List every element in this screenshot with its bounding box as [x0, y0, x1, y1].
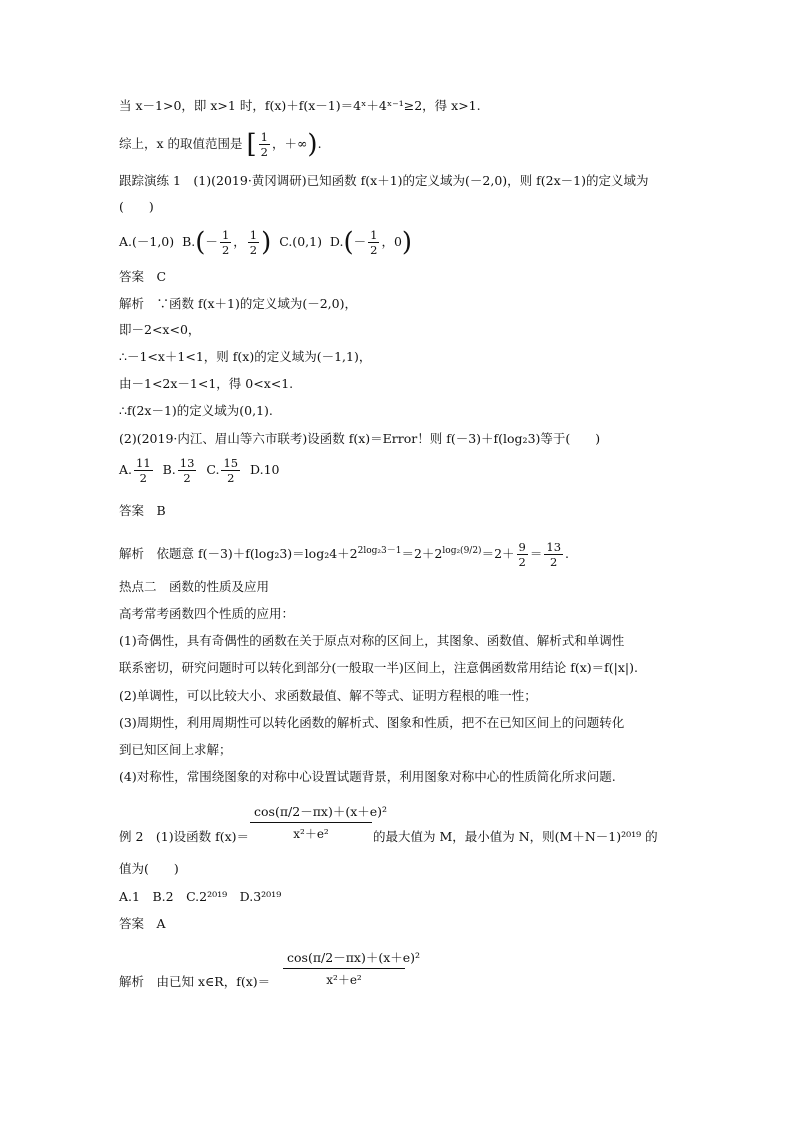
solution-3-fraction: $\frac{\text{cos(π/2－πx)＋(x＋e)²}}{\text{x²＋e²}}$	[283, 948, 405, 988]
answer-3: 答案 A	[119, 916, 166, 931]
options-line-2: A. $\frac{11}{2}$ B. $\frac{13}{2}$ C. $\frac{15}{2}$ D.10	[119, 456, 280, 485]
bracket-left: [	[246, 129, 257, 160]
step-4: ∴f(2x－1)的定义域为(0,1).	[119, 403, 273, 418]
answer-1: 答案 C	[119, 269, 167, 284]
para-3b: 到已知区间上求解；	[119, 742, 232, 757]
option-b: B.(－ $\frac{1}{2}$ ， $\frac{1}{2}$ )	[182, 227, 272, 258]
para-1a: (1)奇偶性，具有奇偶性的函数在关于原点对称的区间上，其图象、函数值、解析式和单调性	[119, 633, 625, 648]
section-heading: 热点二 函数的性质及应用	[119, 579, 270, 594]
solution-2: 解析 依题意 $f(-3)+f(\log_23)=\log_24+2^{2log_23-1}=2+2^{log_2(9/2)}=2+$ $\frac{9}{2}$ ＝ $\frac{13}{2}$ .	[119, 540, 569, 569]
example-2-line-2: 值为( )	[119, 861, 179, 876]
option-a: A.(－1,0)	[119, 234, 175, 249]
solution-1: 解析 ∵函数 f(x＋1)的定义域为(－2,0)，	[119, 296, 357, 311]
answer-blank: ( )	[119, 199, 154, 214]
text-line: 当 x－1>0，即 x>1 时，f(x)＋f(x－1)＝4ˣ＋4ˣ⁻¹≥2，得 x>1.	[119, 98, 481, 113]
intro-line: 高考常考函数四个性质的应用：	[119, 606, 295, 621]
para-2: (2)单调性，可以比较大小、求函数最值、解不等式、证明方程根的唯一性；	[119, 688, 537, 703]
example-2-options: A.1 B.2 C.2²⁰¹⁹ D.3²⁰¹⁹	[119, 889, 282, 904]
step-2: ∴－1<x＋1<1，则 f(x)的定义域为(－1,1)，	[119, 349, 372, 364]
para-4: (4)对称性，常围绕图象的对称中心设置试题背景，利用图象对称中心的性质简化所求问题.	[119, 769, 616, 784]
step-1: 即－2<x<0，	[119, 322, 201, 337]
answer-2: 答案 B	[119, 503, 166, 518]
option-c: C.(0,1)	[279, 234, 322, 249]
step-3: 由－1<2x－1<1，得 0<x<1.	[119, 376, 294, 391]
para-1b: 联系密切，研究问题时可以转化到部分(一般取一半)区间上，注意偶函数常用结论 f(x)＝f(|x|).	[119, 660, 638, 675]
para-3a: (3)周期性，利用周期性可以转化函数的解析式、图象和性质，把不在已知区间上的问题转化	[119, 715, 625, 730]
example-2-post: 的最大值为 M，最小值为 N，则(M＋N－1)²⁰¹⁹ 的	[373, 829, 658, 844]
paren-right: )	[307, 129, 318, 160]
options-line	[119, 228, 412, 257]
solution-3-pre: 解析 由已知 x∈R，f(x)＝	[119, 974, 271, 989]
example-2-pre: 例 2 (1)设函数 f(x)＝	[119, 829, 250, 844]
fraction: $\frac{1}{2}$	[260, 130, 268, 159]
range-line: 综上，x 的取值范围是 [ $\frac{1}{2}$ ，＋∞).	[119, 129, 322, 160]
option-d: D.(－ $\frac{1}{2}$ ，0)	[329, 227, 413, 258]
example-2-fraction: $\frac{\text{cos(π/2－πx)＋(x＋e)²}}{\text{x²＋e²}}$	[250, 802, 372, 842]
range-label: 综上，x 的取值范围是	[119, 136, 243, 151]
exercise-heading: 跟踪演练 1 (1)(2019·黄冈调研)已知函数 f(x＋1)的定义域为(－2,0)，则 f(2x－1)的定义域为	[119, 173, 649, 188]
question-2: (2)(2019·内江、眉山等六市联考)设函数 f(x)＝Error！则 f(－3)＋f(log₂3)等于( )	[119, 431, 601, 446]
